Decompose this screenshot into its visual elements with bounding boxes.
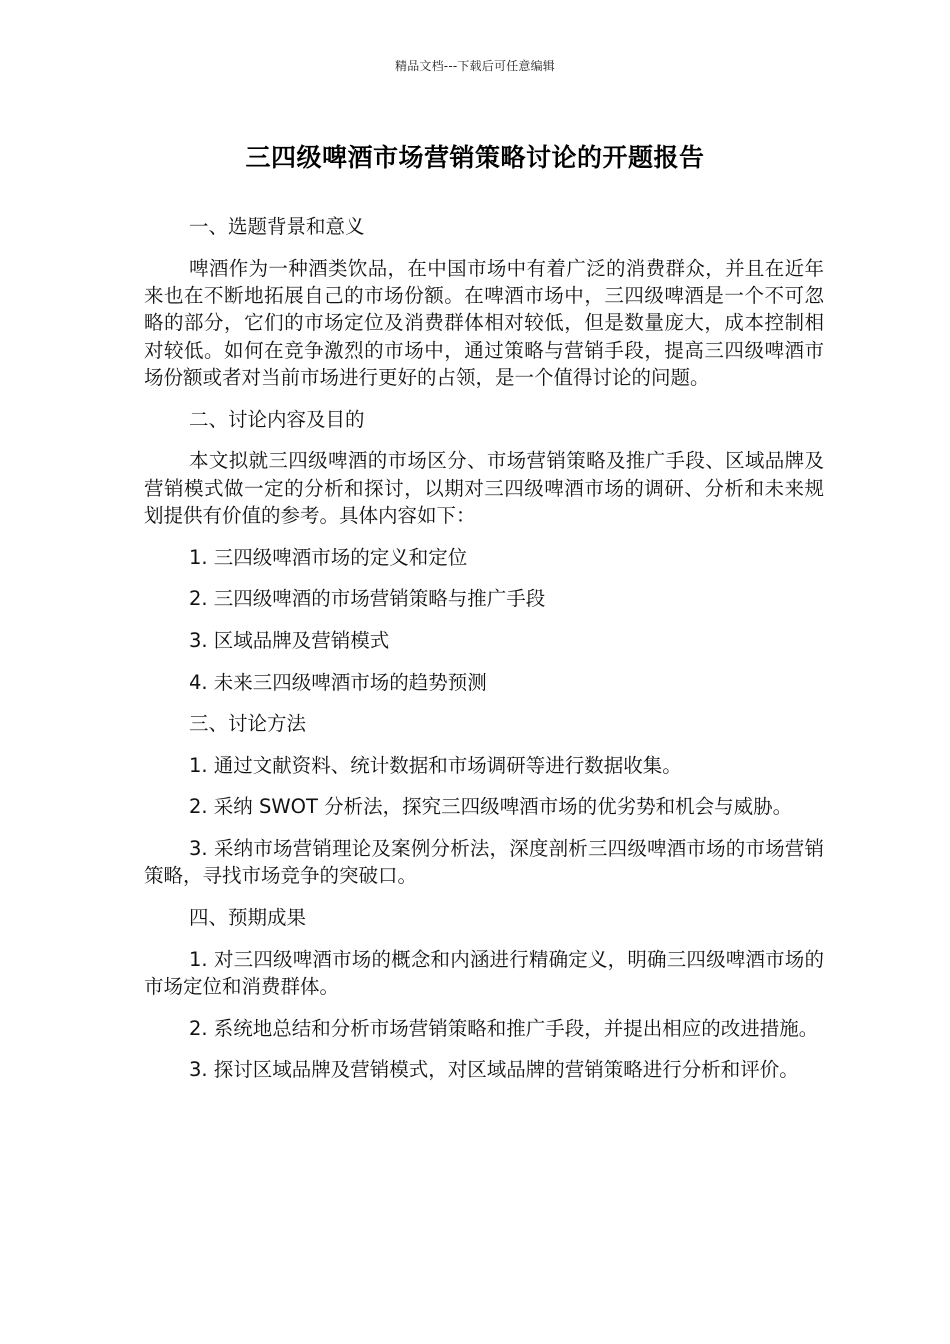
section-heading-content: 二、讨论内容及目的 [189,407,365,431]
list-item-method-2: 2. 采纳 SWOT 分析法，探究三四级啤酒市场的优劣势和机会与威胁。 [189,795,793,819]
document-body [144,213,824,1098]
list-item-result-3: 3. 探讨区域品牌及营销模式，对区域品牌的营销策略进行分析和评价。 [189,1058,799,1082]
list-item-content-3: 3. 区域品牌及营销模式 [189,629,390,652]
list-item-method-3: 3. 采纳市场营销理论及案例分析法，深度剖析三四级啤酒市场的市场营销策略，寻找市场竞争的突破口。 [144,836,824,888]
list-item-content-2: 2. 三四级啤酒的市场营销策略与推广手段 [189,587,546,611]
section-heading-background: 一、选题背景和意义 [189,215,365,238]
list-item-method-1: 1. 通过文献资料、统计数据和市场调研等进行数据收集。 [189,753,682,777]
list-item-content-1: 1. 三四级啤酒市场的定义和定位 [189,545,468,569]
paragraph-content: 本文拟就三四级啤酒的市场区分、市场营销策略及推广手段、区域品牌及营销模式做一定的分析和探讨，以期对三四级啤酒市场的调研、分析和未来规划提供有价值的参考。具体内容如下： [144,449,824,528]
list-item-result-1: 1. 对三四级啤酒市场的概念和内涵进行精确定义，明确三四级啤酒市场的市场定位和消费群体。 [144,947,824,998]
section-heading-methods: 三、讨论方法 [189,712,307,736]
document-title: 三四级啤酒市场营销策略讨论的开题报告 [245,143,705,172]
section-heading-results: 四、预期成果 [189,905,307,929]
paragraph-background: 啤酒作为一种酒类饮品，在中国市场中有着广泛的消费群众，并且在近年来也在不断地拓展自己的市场份额。在啤酒市场中，三四级啤酒是一个不可忽略的部分，它们的市场定位及消费群体相对较低，但是数量庞大，成本控制相对较低。如何在竞争激烈的市场中，通过策略与营销手段，提高三四级啤酒市场份额或者对当前市场进行更好的占领，是一个值得讨论的问题。 [144,256,824,390]
page-header: 精品文档---下载后可任意编辑 [395,59,555,73]
list-item-result-2: 2. 系统地总结和分析市场营销策略和推广手段，并提出相应的改进措施。 [189,1016,819,1040]
list-item-content-4: 4. 未来三四级啤酒市场的趋势预测 [189,670,487,694]
